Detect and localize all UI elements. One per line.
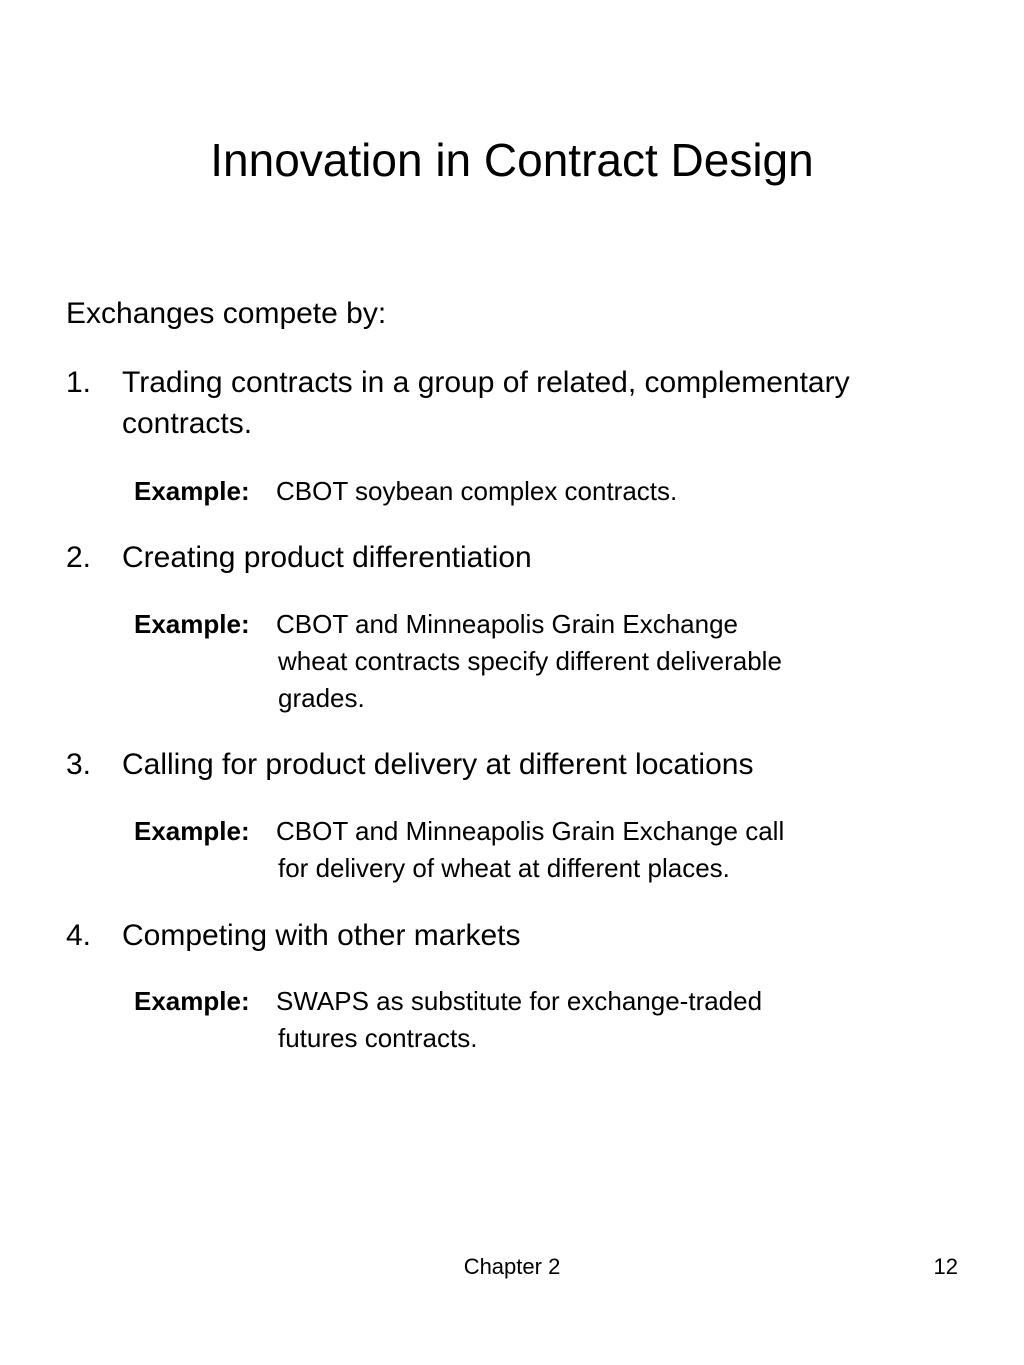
page-number: 12 [933, 1254, 958, 1279]
item-number: 3. [66, 748, 92, 781]
example-text-line: CBOT and Minneapolis Grain Exchange [276, 609, 738, 639]
item-text-line: Calling for product delivery at different locations [122, 748, 754, 781]
item-number: 4. [66, 919, 92, 952]
example-text-line: wheat contracts specify different deliverable [278, 646, 782, 676]
item-text-line: Creating product differentiation [122, 541, 532, 574]
example-label: Example: [134, 609, 250, 639]
example-label: Example: [134, 986, 250, 1016]
example-text-line: grades. [278, 683, 365, 713]
example-text-line: futures contracts. [278, 1023, 478, 1053]
item-text-line: Competing with other markets [122, 919, 521, 952]
item-number: 1. [66, 366, 92, 399]
item-number: 2. [66, 541, 92, 574]
intro-text: Exchanges compete by: [66, 297, 387, 330]
example-text-line: for delivery of wheat at different places. [278, 853, 730, 883]
example-label: Example: [134, 476, 250, 506]
example-text-line: SWAPS as substitute for exchange-traded [276, 986, 763, 1016]
example-text-line: CBOT soybean complex contracts. [276, 476, 678, 506]
example-label: Example: [134, 816, 250, 846]
item-text-line: contracts. [122, 407, 253, 440]
slide-title: Innovation in Contract Design [210, 134, 814, 186]
example-text-line: CBOT and Minneapolis Grain Exchange call [276, 816, 785, 846]
footer-chapter: Chapter 2 [463, 1254, 561, 1279]
item-text-line: Trading contracts in a group of related, complementary [122, 366, 850, 399]
